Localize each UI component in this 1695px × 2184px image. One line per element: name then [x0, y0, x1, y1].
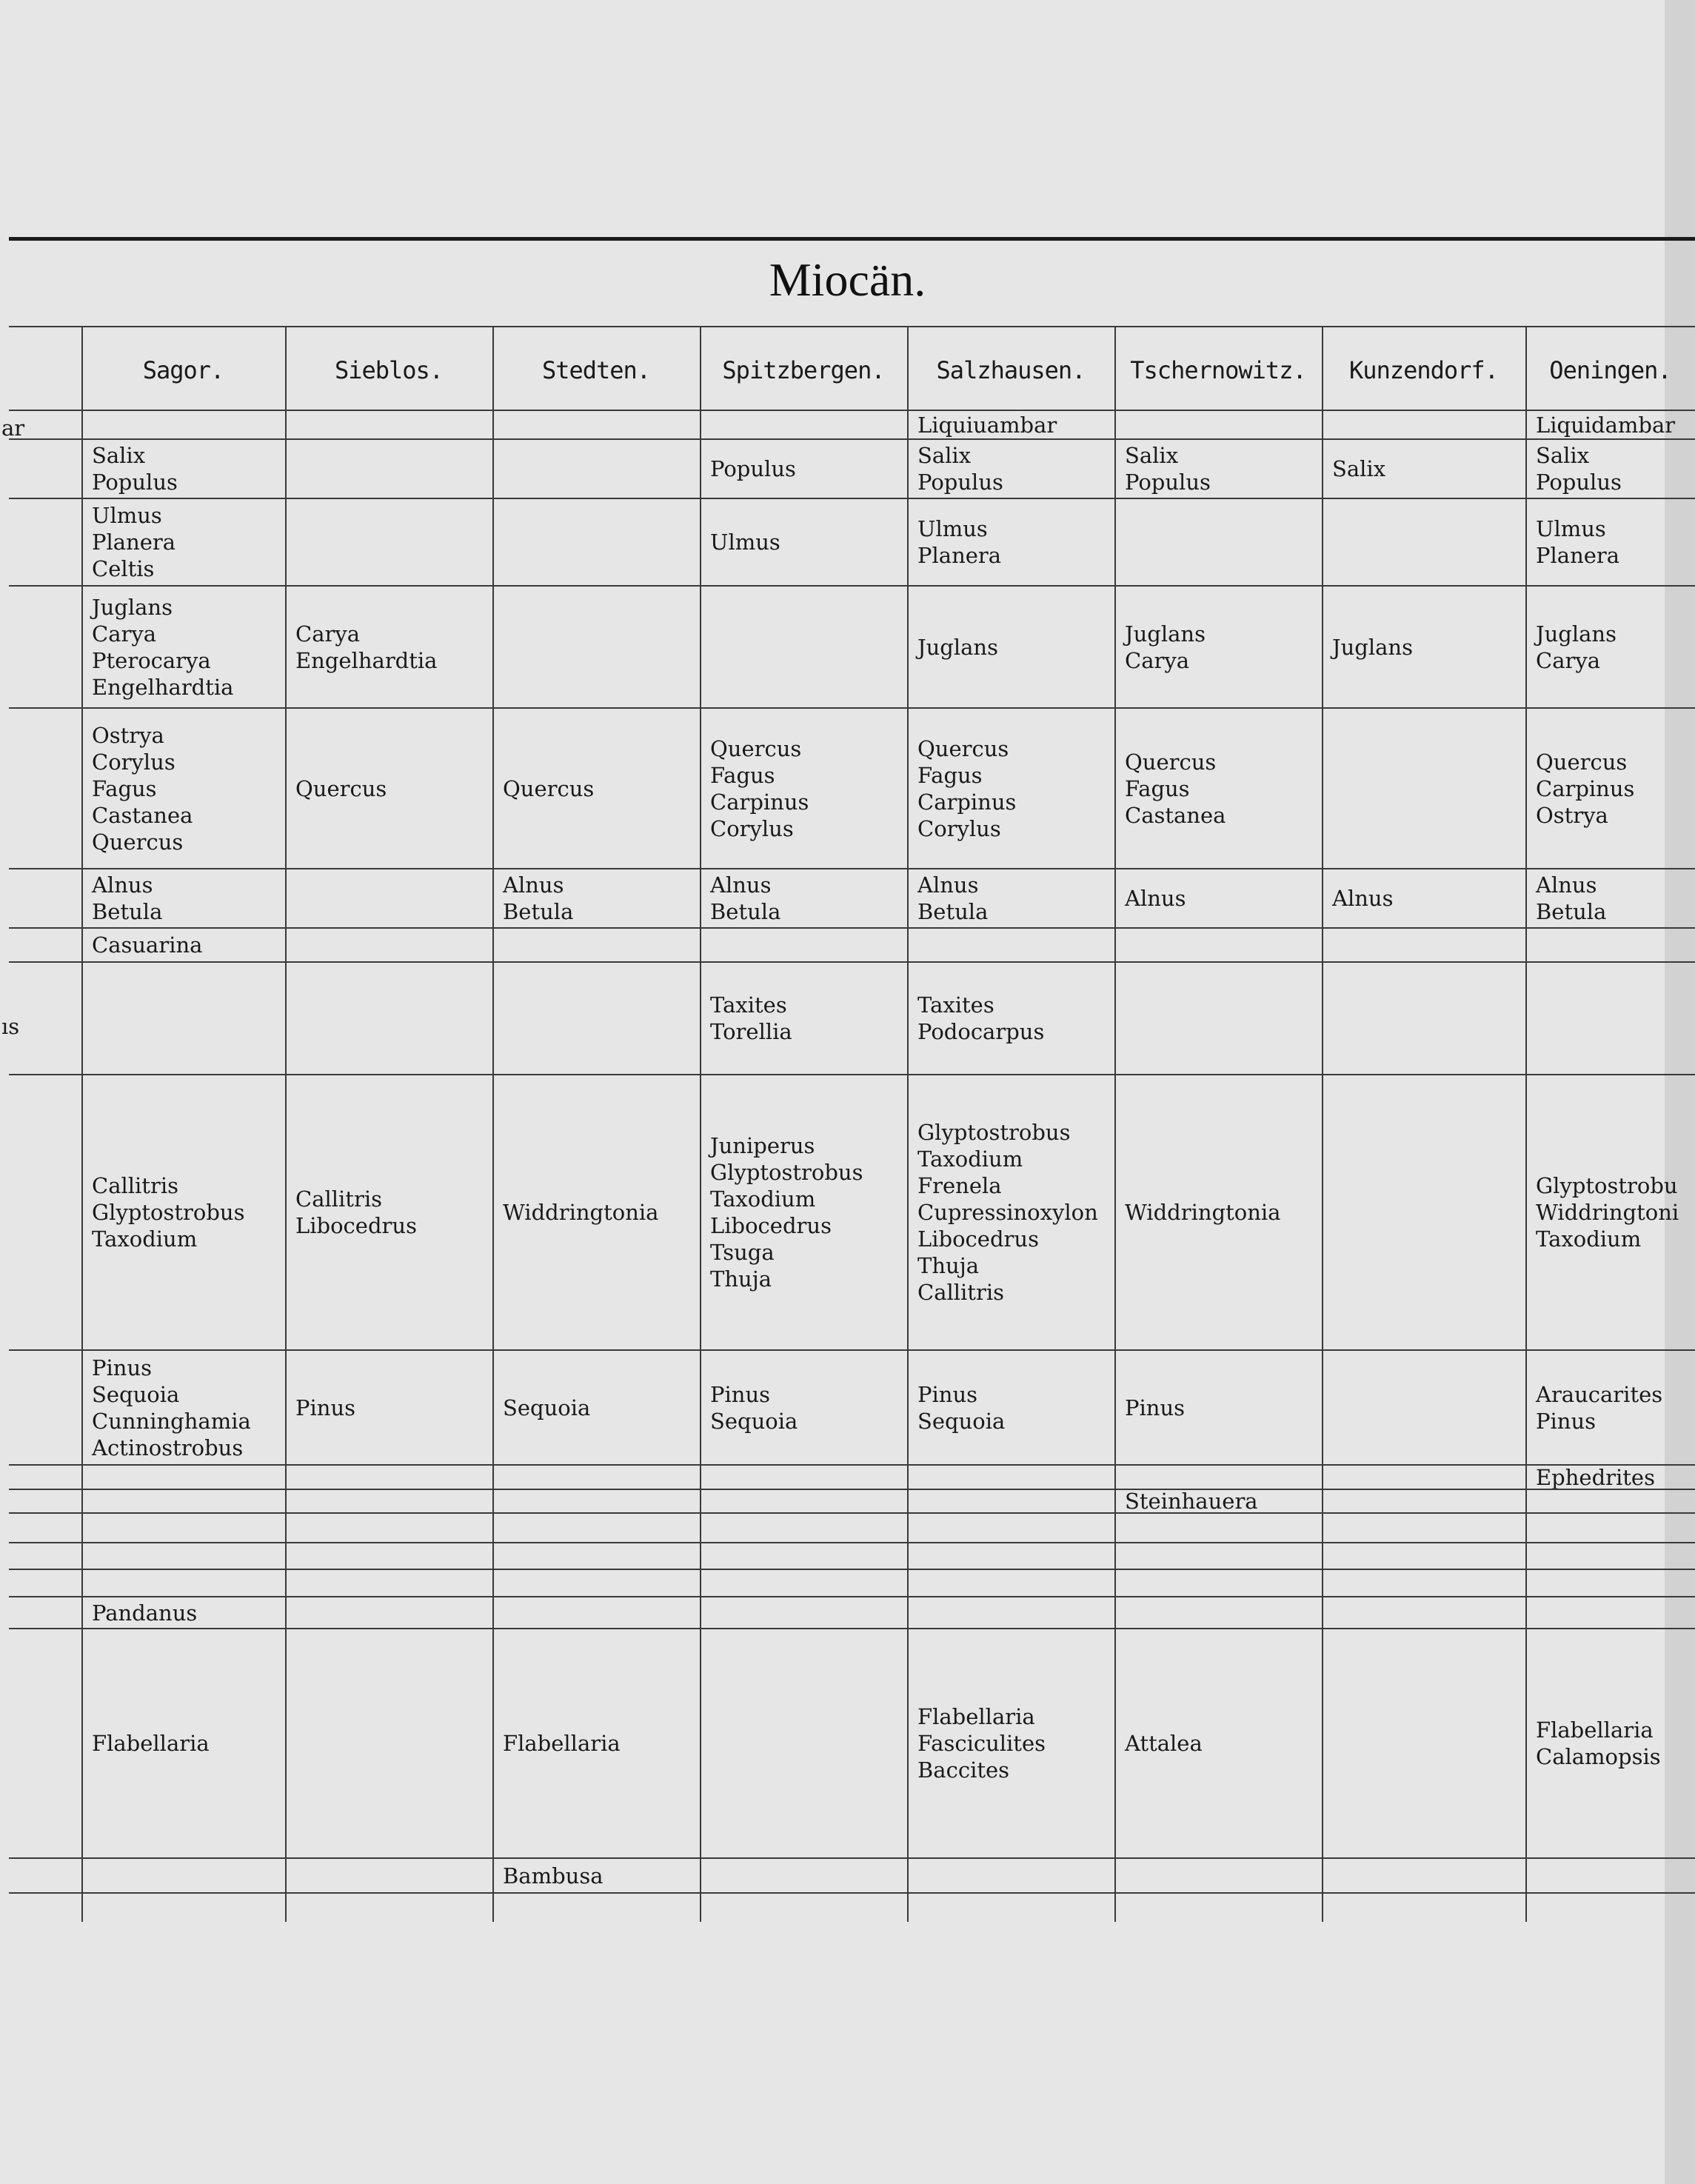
genus-name: Fagus — [710, 762, 775, 788]
genus-name: Alnus — [503, 872, 564, 898]
genus-name: Planera — [917, 543, 1002, 568]
genus-name: Carya — [1536, 647, 1601, 673]
genus-name: Flabellaria — [92, 1731, 210, 1756]
genus-name: Fasciculites — [917, 1731, 1046, 1756]
genus-cell-salzhausen — [907, 1075, 1114, 1349]
genus-name: Tsuga — [710, 1240, 775, 1265]
genus-name: Calamopsis — [1536, 1744, 1661, 1769]
genus-cell-sagor — [81, 1075, 285, 1349]
genus-name: Juglans — [1125, 621, 1206, 647]
genus-cell-tschernowitz — [1114, 869, 1322, 927]
genus-name: Fagus — [917, 762, 983, 788]
genus-name: Populus — [1125, 470, 1211, 495]
genus-cell-sieblos — [285, 709, 492, 868]
genus-name: Ulmus — [917, 516, 988, 541]
genus-cell-salzhausen — [907, 411, 1114, 438]
genus-name: Liquiuambar — [917, 412, 1057, 438]
genus-cell-salzhausen — [907, 440, 1114, 498]
genus-name: Sequoia — [710, 1408, 798, 1434]
row-divider — [9, 1569, 1695, 1570]
genus-cell-kunzendorf — [1322, 440, 1525, 498]
genus-name: Cupressinoxylon — [917, 1200, 1098, 1225]
genus-name: Quercus — [295, 775, 387, 801]
genus-name: Callitris — [295, 1186, 382, 1212]
genus-name: Taxodium — [710, 1186, 816, 1212]
genus-cell-tschernowitz — [1114, 1490, 1322, 1512]
genus-name: Quercus — [503, 775, 595, 801]
genus-name: Pinus — [295, 1395, 356, 1420]
genus-name: Salix — [1332, 456, 1386, 481]
genus-name: Baccites — [917, 1757, 1010, 1783]
genus-cell-tschernowitz — [1114, 1075, 1322, 1349]
genus-name: Quercus — [1125, 749, 1217, 775]
row-divider — [9, 1542, 1695, 1543]
genus-name: Taxites — [917, 992, 994, 1018]
genus-name: Flabellaria — [917, 1704, 1035, 1729]
column-header-stedten: Stedten. — [541, 356, 651, 384]
genus-name: Callitris — [92, 1173, 178, 1198]
genus-name: Fagus — [1125, 775, 1190, 801]
column-header-sieblos: Sieblos. — [334, 356, 444, 384]
genus-name: Ulmus — [92, 503, 162, 528]
genus-cell-sieblos — [285, 587, 492, 707]
genus-name: Taxodium — [92, 1226, 198, 1252]
genus-name: Betula — [92, 899, 163, 924]
column-header-salzhausen: Salzhausen. — [936, 356, 1086, 384]
genus-name: Alnus — [1125, 886, 1186, 911]
genus-name: Carya — [92, 621, 157, 647]
genus-cell-oeningen — [1525, 1466, 1695, 1489]
column-header-spitzbergen: Spitzbergen. — [722, 356, 885, 384]
genus-name: Glyptostrobus — [92, 1200, 245, 1225]
genus-name: Castanea — [1125, 802, 1226, 828]
genus-cell-spitzbergen — [700, 499, 907, 585]
genus-cell-stedten — [492, 1075, 700, 1349]
genus-cell-salzhausen — [907, 499, 1114, 585]
row-divider — [9, 1489, 1695, 1490]
genus-cell-stedten — [492, 869, 700, 927]
genus-name: Araucarites — [1536, 1381, 1663, 1407]
genus-name: Juniperus — [710, 1133, 815, 1158]
genus-cell-salzhausen — [907, 1629, 1114, 1857]
genus-name: Carpinus — [917, 789, 1017, 815]
genus-cell-spitzbergen — [700, 440, 907, 498]
header-bottom-border — [9, 410, 1695, 411]
genus-cell-sagor — [81, 709, 285, 868]
genus-name: Taxodium — [1536, 1226, 1642, 1252]
genus-cell-stedten — [492, 1351, 700, 1464]
genus-cell-spitzbergen — [700, 709, 907, 868]
genus-name: Liquidambar — [1536, 412, 1676, 438]
genus-name: Ulmus — [710, 530, 780, 555]
row-divider — [9, 1892, 1695, 1894]
genus-cell-kunzendorf — [1322, 587, 1525, 707]
genus-cell-oeningen — [1525, 440, 1695, 498]
genus-cell-sieblos — [285, 1351, 492, 1464]
genus-cell-sagor — [81, 1597, 285, 1628]
genus-name: Carpinus — [1536, 775, 1635, 801]
genus-name: Flabellaria — [1536, 1717, 1654, 1743]
genus-name: Widdringtonia — [1125, 1200, 1281, 1225]
genus-name: Planera — [1536, 543, 1620, 568]
genus-name: Pterocarya — [92, 647, 211, 673]
genus-cell-spitzbergen — [700, 869, 907, 927]
genus-name: Salix — [92, 443, 146, 468]
genus-cell-sagor — [81, 1629, 285, 1857]
genus-name: Sequoia — [503, 1395, 591, 1420]
genus-cell-sagor — [81, 587, 285, 707]
genus-name: Pinus — [710, 1381, 771, 1407]
genus-name: Corylus — [92, 749, 175, 775]
genus-cell-tschernowitz — [1114, 587, 1322, 707]
genus-cell-stedten — [492, 1859, 700, 1892]
genus-cell-tschernowitz — [1114, 440, 1322, 498]
genus-cell-tschernowitz — [1114, 1629, 1322, 1857]
genus-name: Juglans — [1332, 634, 1413, 660]
genus-name: Alnus — [92, 872, 153, 898]
genus-name: Alnus — [917, 872, 979, 898]
genus-name: Betula — [917, 899, 989, 924]
genus-cell-salzhausen — [907, 963, 1114, 1074]
genus-cell-oeningen — [1525, 411, 1695, 438]
genus-cell-salzhausen — [907, 709, 1114, 868]
genus-cell-spitzbergen — [700, 963, 907, 1074]
genus-name: Widdringtoni — [1536, 1200, 1679, 1225]
genus-cell-sagor — [81, 499, 285, 585]
genus-name: Engelhardtia — [295, 647, 438, 673]
genus-name: Ephedrites — [1536, 1466, 1655, 1489]
genus-name: Quercus — [1536, 749, 1628, 775]
genus-name: Populus — [92, 470, 178, 495]
genus-name: Juglans — [1536, 621, 1617, 647]
genus-name: Torellia — [710, 1019, 792, 1044]
genus-name: Taxites — [710, 992, 787, 1018]
genus-name: Attalea — [1125, 1731, 1203, 1756]
genus-cell-tschernowitz — [1114, 709, 1322, 868]
genus-cell-sieblos — [285, 1075, 492, 1349]
genus-name: Alnus — [1536, 872, 1597, 898]
genus-cell-stedten — [492, 709, 700, 868]
genus-name: Fagus — [92, 775, 157, 801]
genus-name: Populus — [1536, 470, 1622, 495]
genus-name: Glyptostrobus — [710, 1160, 863, 1185]
genus-cell-oeningen — [1525, 869, 1695, 927]
row-divider — [9, 1857, 1695, 1859]
genus-name: Carpinus — [710, 789, 809, 815]
genus-name: Libocedrus — [917, 1226, 1039, 1252]
genus-name: Frenela — [917, 1173, 1002, 1198]
genus-name: Salix — [1536, 443, 1590, 468]
column-header-sagor: Sagor. — [142, 356, 224, 384]
genus-name: Alnus — [710, 872, 772, 898]
genus-name: Carya — [295, 621, 361, 647]
genus-name: Planera — [92, 530, 176, 555]
genus-name: Bambusa — [503, 1863, 604, 1889]
header-top-border — [9, 326, 1695, 327]
genus-name: Betula — [710, 899, 781, 924]
genus-name: Alnus — [1332, 886, 1394, 911]
genus-name: Taxodium — [917, 1146, 1023, 1172]
genus-cell-tschernowitz — [1114, 1351, 1322, 1464]
genus-name: Callitris — [917, 1280, 1004, 1305]
genus-cell-sagor — [81, 929, 285, 961]
genus-cell-oeningen — [1525, 1629, 1695, 1857]
genus-name: Sequoia — [92, 1381, 180, 1407]
left-margin-fragment: ıs — [1, 1014, 20, 1039]
genus-name: Salix — [1125, 443, 1179, 468]
genus-name: Podocarpus — [917, 1019, 1045, 1044]
genus-name: Glyptostrobus — [917, 1120, 1071, 1145]
genus-name: Carya — [1125, 647, 1190, 673]
column-header-tschernowitz: Tschernowitz. — [1130, 356, 1306, 384]
genus-name: Betula — [1536, 899, 1607, 924]
genus-name: Ostrya — [92, 722, 164, 748]
genus-cell-stedten — [492, 1629, 700, 1857]
genus-cell-spitzbergen — [700, 1075, 907, 1349]
genus-name: Thuja — [917, 1253, 979, 1278]
genus-name: Casuarina — [92, 932, 203, 958]
genus-name: Quercus — [92, 829, 184, 855]
genus-name: Pinus — [917, 1381, 978, 1407]
genus-name: Populus — [917, 470, 1003, 495]
genus-name: Salix — [917, 443, 972, 468]
genus-name: Juglans — [917, 634, 998, 660]
genus-name: Libocedrus — [710, 1213, 832, 1238]
genus-name: Corylus — [917, 815, 1001, 841]
genus-name: Pinus — [1536, 1408, 1597, 1434]
genus-name: Celtis — [92, 556, 155, 581]
genus-cell-oeningen — [1525, 709, 1695, 868]
genus-name: Pandanus — [92, 1600, 198, 1626]
genus-cell-sagor — [81, 1351, 285, 1464]
row-divider — [9, 1464, 1695, 1466]
genus-name: Quercus — [710, 735, 802, 761]
genus-name: Corylus — [710, 815, 794, 841]
genus-cell-oeningen — [1525, 587, 1695, 707]
genus-cell-sagor — [81, 869, 285, 927]
column-header-kunzendorf: Kunzendorf. — [1349, 356, 1498, 384]
genus-cell-oeningen — [1525, 1075, 1695, 1349]
genus-name: Ulmus — [1536, 516, 1606, 541]
genus-name: Pinus — [92, 1355, 153, 1380]
genus-name: Libocedrus — [295, 1213, 417, 1238]
genus-name: Ostrya — [1536, 802, 1608, 828]
genus-name: Quercus — [917, 735, 1009, 761]
genus-name: Pinus — [1125, 1395, 1186, 1420]
genus-cell-sagor — [81, 440, 285, 498]
genus-name: Cunninghamia — [92, 1408, 251, 1434]
genus-name: Widdringtonia — [503, 1200, 659, 1225]
genus-cell-kunzendorf — [1322, 869, 1525, 927]
row-divider — [9, 1512, 1695, 1514]
genus-name: Glyptostrobu — [1536, 1173, 1678, 1198]
genus-name: Thuja — [710, 1266, 772, 1292]
genus-name: Castanea — [92, 802, 193, 828]
left-margin-fragment: ar — [1, 415, 25, 441]
genus-name: Sequoia — [917, 1408, 1006, 1434]
genus-name: Betula — [503, 899, 574, 924]
genus-cell-salzhausen — [907, 587, 1114, 707]
genus-name: Juglans — [92, 594, 173, 620]
genus-name: Engelhardtia — [92, 674, 234, 700]
page-title: Miocän. — [769, 253, 926, 306]
genus-cell-salzhausen — [907, 1351, 1114, 1464]
genus-name: Steinhauera — [1125, 1490, 1258, 1512]
genus-name: Flabellaria — [503, 1731, 621, 1756]
column-header-oeningen: Oeningen. — [1549, 356, 1671, 384]
genus-cell-spitzbergen — [700, 1351, 907, 1464]
genus-name: Actinostrobus — [92, 1435, 244, 1460]
genus-cell-oeningen — [1525, 499, 1695, 585]
genus-cell-salzhausen — [907, 869, 1114, 927]
genus-name: Populus — [710, 456, 796, 481]
genus-cell-oeningen — [1525, 1351, 1695, 1464]
column-divider — [1322, 326, 1323, 1922]
